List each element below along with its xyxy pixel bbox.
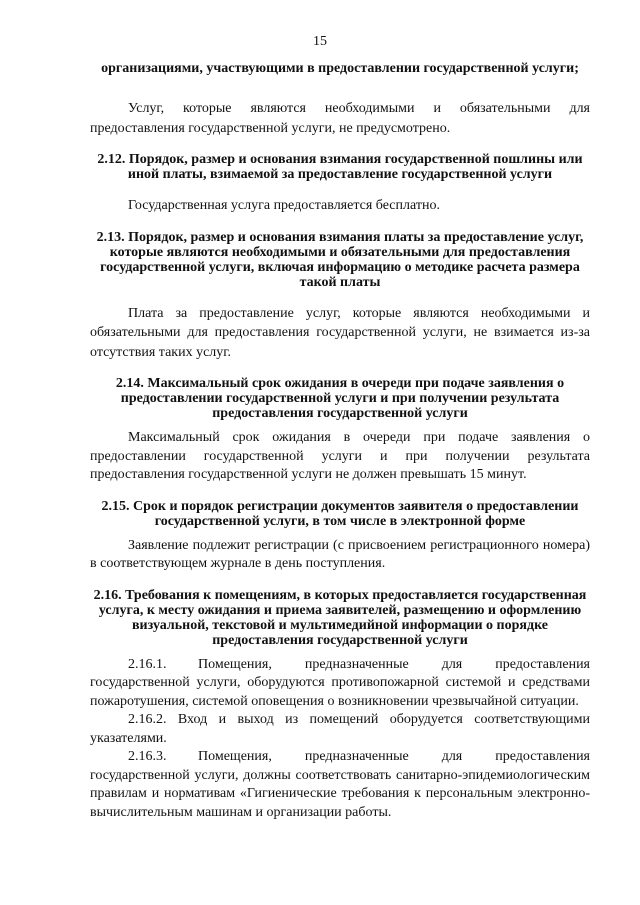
section-2-13-paragraph: Плата за предоставление услуг, которые являются необходимыми и обязательными для предоставления государственной услуги, не взимается из-за отсутствия таких услуг. (90, 305, 590, 360)
section-2-13-heading: 2.13. Порядок, размер и основания взимания платы за предоставление услуг, которые являются необходимыми и обязательными для предоставления государственной услуги, включая информацию о методике расчета размера такой платы (96, 229, 584, 290)
section-2-16-1-paragraph (90, 656, 590, 712)
top-heading: организациями, участвующими в предоставлении государственной услуги; (101, 61, 579, 76)
section-2-16-3-text: Помещения, предназначенные для предоставления государственной услуги, должны соответствовать санитарно-эпидемиологическим правилам и нормативам «Гигиенические требования к персональным электронно-вычислительным машинам и организации работы. (90, 749, 590, 820)
section-2-16-3-number: 2.16.3. (128, 749, 167, 764)
section-2-16-1-text: Помещения, предназначенные для предоставления государственной услуги, оборудуются противопожарной системой и средствами пожаротушения, системой оповещения о возникновении чрезвычайной ситуации. (90, 656, 590, 709)
section-2-16-2-paragraph: 2.16.2. Вход и выход из помещений оборудуется соответствующими указателями. (90, 712, 590, 746)
section-2-16-3-paragraph (90, 748, 590, 822)
section-2-16-1-number: 2.16.1. (128, 656, 167, 672)
page-number: 15 (313, 34, 327, 49)
section-2-14-paragraph: Максимальный срок ожидания в очереди при подаче заявления о предоставлении государственной услуги и при получении результата предоставления государственной услуги не должен превышать 15 минут. (90, 430, 590, 482)
document-body (90, 60, 590, 822)
top-paragraph: Услуг, которые являются необходимыми и обязательными для предоставления государственной услуги, не предусмотрено. (90, 101, 590, 136)
section-2-15-heading: 2.15. Срок и порядок регистрации документов заявителя о предоставлении государственной услуги, в том числе в электронной форме (101, 498, 579, 529)
section-2-16-heading: 2.16. Требования к помещениям, в которых предоставляется государственная услуга, к месту ожидания и приема заявителей, размещению и оформлению визуальной, текстовой и мультимедийной информации о порядке предоставления государственной услуги (93, 587, 587, 648)
section-2-12-paragraph: Государственная услуга предоставляется бесплатно. (128, 198, 440, 213)
section-2-12-heading: 2.12. Порядок, размер и основания взимания государственной пошлины или иной платы, взимаемой за предоставление государственной услуги (97, 152, 583, 182)
section-2-14-heading: 2.14. Максимальный срок ожидания в очереди при подаче заявления о предоставлении государственной услуги и при получении результата предоставления государственной услуги (115, 376, 565, 421)
section-2-15-paragraph: Заявление подлежит регистрации (с присвоением регистрационного номера) в соответствующем журнале в день поступления. (90, 537, 590, 571)
